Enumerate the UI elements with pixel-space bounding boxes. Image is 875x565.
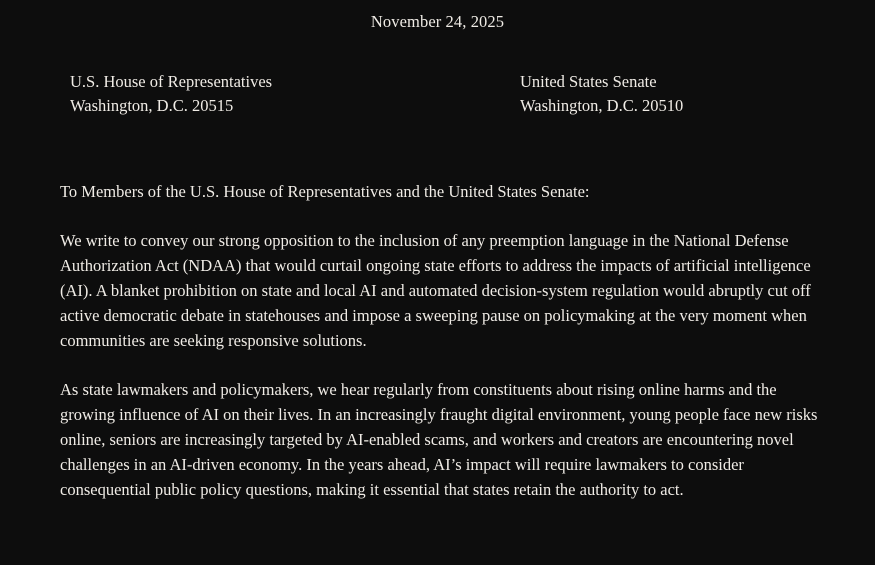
letter-date: November 24, 2025 xyxy=(370,12,505,31)
letter-body xyxy=(60,179,832,502)
recipient-house-location: Washington, D.C. 20515 xyxy=(70,96,234,115)
recipient-senate-organization: United States Senate xyxy=(520,72,657,91)
letter-salutation: To Members of the U.S. House of Representatives and the United States Senate: xyxy=(60,182,590,201)
letter-paragraph-1: We write to convey our strong opposition to the inclusion of any preemption language in the National Defense Authorization Act (NDAA) that would curtail ongoing state efforts to address the impacts of artificial intelligence (AI). A blanket prohibition on state and local AI and automated decision-system regulation would abruptly cut off active democratic debate in statehouses and impose a sweeping pause on policymaking at the very moment when communities are seeking responsive solutions. xyxy=(60,231,811,350)
recipient-senate-location: Washington, D.C. 20510 xyxy=(520,96,684,115)
recipient-senate xyxy=(520,70,683,118)
letter-paragraph-2: As state lawmakers and policymakers, we hear regularly from constituents about rising online harms and the growing influence of AI on their lives. In an increasingly fraught digital environment, young people face new risks online, seniors are increasingly targeted by AI-enabled scams, and workers and creators are encountering novel challenges in an AI-driven economy. In the years ahead, AI’s impact will require lawmakers to consider consequential public policy questions, making it essential that states retain the authority to act. xyxy=(60,380,818,499)
recipient-house xyxy=(70,70,272,118)
recipient-house-organization: U.S. House of Representatives xyxy=(70,72,273,91)
addressee-block xyxy=(0,70,875,126)
